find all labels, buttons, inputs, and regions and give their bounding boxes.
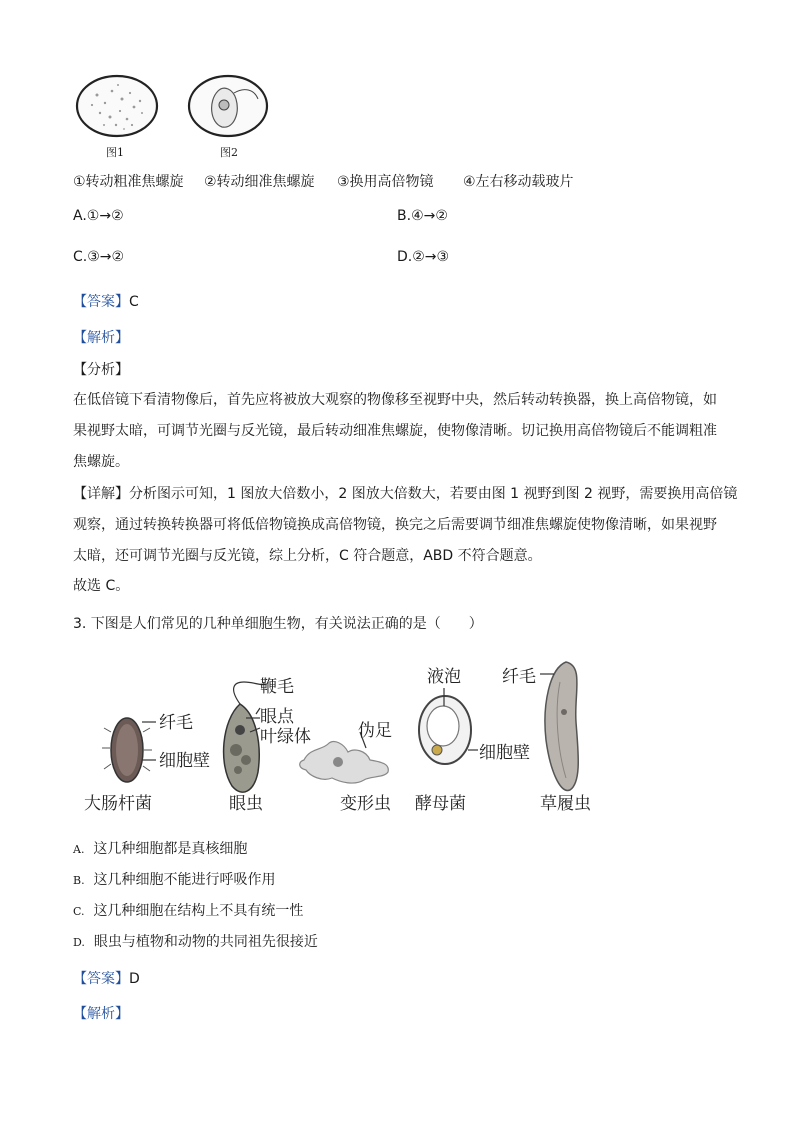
step-4: ④左右移动载玻片 xyxy=(463,174,574,190)
step-1: ①转动粗准焦螺旋 xyxy=(73,174,184,190)
figure-2-caption: 图2 xyxy=(220,146,238,159)
q2-option-c: C.③→② xyxy=(73,249,125,265)
label-vacuole: 液泡 xyxy=(427,667,461,687)
label-euglena: 眼虫 xyxy=(229,794,263,814)
q2-detail-label: 【详解】 xyxy=(73,486,129,502)
microscope-views-figure xyxy=(72,73,272,163)
label-cell-wall-left: 细胞壁 xyxy=(159,751,210,771)
step-2: ②转动细准焦螺旋 xyxy=(204,174,315,190)
q2-fenxi-label: 【分析】 xyxy=(73,362,129,378)
q3-option-c: C. 这几种细胞在结构上不具有统一性 xyxy=(73,903,304,919)
unicellular-organisms-figure xyxy=(70,652,610,820)
yeast-drawing xyxy=(419,688,478,764)
q2-analysis-label: 【解析】 xyxy=(73,330,129,346)
q2-fenxi-paragraph: 在低倍镜下看清物像后，首先应将被放大观察的物像移至视野中央，然后转动转换器，换上高倍物镜，如 果视野太暗，可调节光圈与反光镜，最后转动细准焦螺旋，使物像清晰。切记换用高倍物镜后不能调粗准 焦螺旋。 xyxy=(73,392,717,470)
figure-1-caption: 图1 xyxy=(106,146,124,159)
label-cell-wall-right: 细胞壁 xyxy=(479,743,530,763)
label-eyespot: 眼点 xyxy=(260,707,294,727)
q3-option-d: D. 眼虫与植物和动物的共同祖先很接近 xyxy=(73,934,318,950)
label-cilia-right: 纤毛 xyxy=(502,667,536,687)
label-yeast: 酵母菌 xyxy=(415,794,466,814)
q3-analysis-label: 【解析】 xyxy=(73,1006,129,1022)
q2-option-a: A.①→② xyxy=(73,208,124,224)
q3-option-a: A. 这几种细胞都是真核细胞 xyxy=(73,841,248,857)
q2-detail-paragraph: 【详解】分析图示可知，1 图放大倍数小，2 图放大倍数大，若要由图 1 视野到图 2 视野，需要换用高倍镜 观察，通过转换转换器可将低倍物镜换成高倍物镜，换完之后需要调节细准焦螺旋使物像清晰，如果视野 太暗，还可调节光圈与反光镜，综上分析，C 符合题意，ABD 不符合题意。 xyxy=(73,486,738,564)
q2-option-b: B.④→② xyxy=(397,208,448,224)
label-flagellum: 鞭毛 xyxy=(260,677,294,697)
q3-question: 3. 下图是人们常见的几种单细胞生物，有关说法正确的是（ ） xyxy=(73,616,483,632)
paramecium-drawing xyxy=(540,662,578,790)
q2-conclusion: 故选 C。 xyxy=(73,578,130,594)
q2-answer: 【答案】C xyxy=(73,294,139,310)
label-pseudopod: 伪足 xyxy=(358,721,392,741)
label-cilia-left: 纤毛 xyxy=(159,713,193,733)
label-amoeba: 变形虫 xyxy=(340,794,391,814)
q3-answer: 【答案】D xyxy=(73,971,140,987)
label-chloroplast: 叶绿体 xyxy=(260,727,311,747)
q2-option-d: D.②→③ xyxy=(397,249,450,265)
label-ecoli: 大肠杆菌 xyxy=(84,794,152,814)
step-3: ③换用高倍物镜 xyxy=(337,174,434,190)
label-paramecium: 草履虫 xyxy=(540,794,591,814)
q3-option-b: B. 这几种细胞不能进行呼吸作用 xyxy=(73,872,276,888)
ecoli-drawing xyxy=(102,718,156,782)
